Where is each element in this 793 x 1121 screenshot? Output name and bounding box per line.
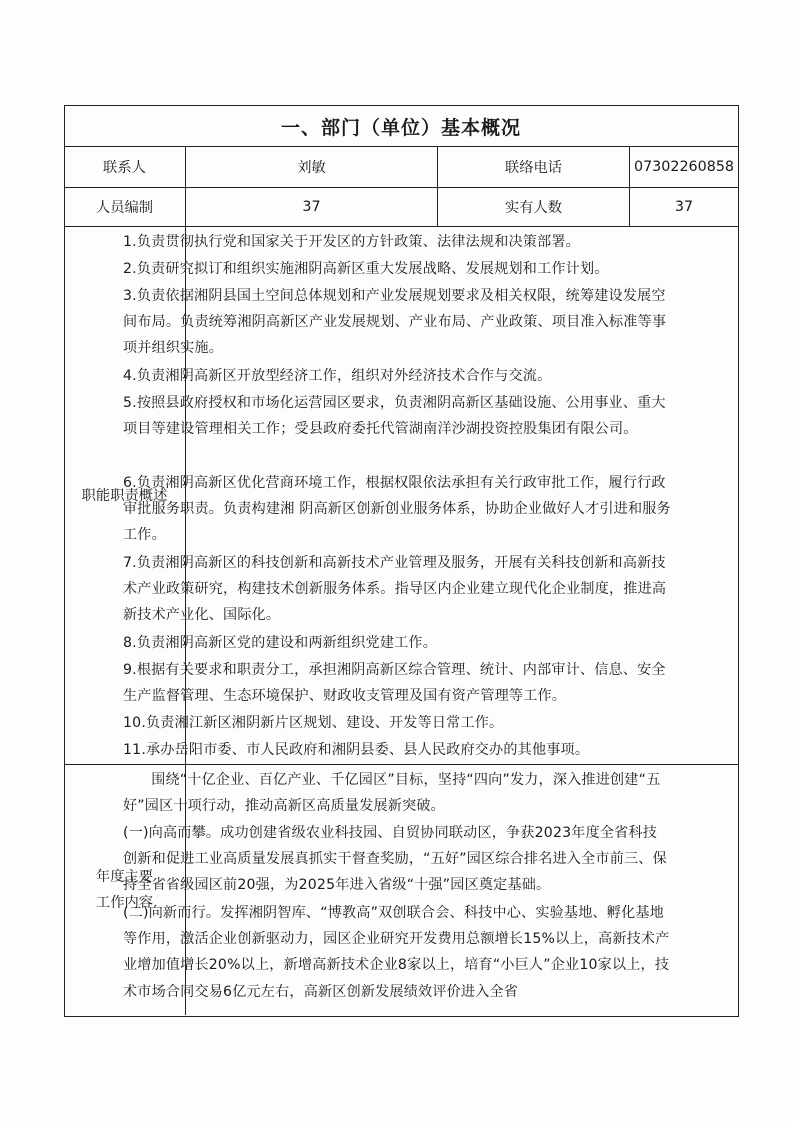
phone-value: 07302260858 <box>633 159 735 175</box>
annual-work-label-line1: 年度主要 <box>95 869 154 885</box>
duties-item: 7.负责湘阴高新区的科技创新和高新技术产业管理及服务，开展有关科技创新和高新技术产业政策研究，构建技术创新服务体系。指导区内企业建立现代化企业制度，推进高新技术产业化、国际化。 <box>123 555 667 624</box>
annual-work-item: (一)向高而攀。成功创建省级农业科技园、自贸协同联动区，争获2023年度全省科技创新和促进工业高质量发展真抓实干督查奖励，“五好”园区综合排名进入全市前三、保持全省省级园区前20强，为2025年进入省级“十强”园区奠定基础。 <box>123 825 667 894</box>
duties-item: 9.根据有关要求和职责分工，承担湘阴高新区综合管理、统计、内部审计、信息、安全生产监督管理、生态环境保护、财政收支管理及国有资产管理等工作。 <box>123 662 666 705</box>
duties-label: 职能职责概述 <box>81 487 168 504</box>
contact-label: 联系人 <box>103 160 146 176</box>
duties-item: 2.负责研究拟订和组织实施湘阴高新区重大发展战略、发展规划和工作计划。 <box>123 261 609 277</box>
actual-label: 实有人数 <box>504 200 563 216</box>
duties-item: 5.按照县政府授权和市场化运营园区要求，负责湘阴高新区基础设施、公用事业、重大项目等建设管理相关工作；受县政府委托代管湖南洋沙湖投资控股集团有限公司。 <box>123 395 666 438</box>
duties-item: 3.负责依据湘阴县国土空间总体规划和产业发展规划要求及相关权限，统筹建设发展空间布局。负责统筹湘阴高新区产业发展规划、产业布局、产业政策、项目准入标准等事项并组织实施。 <box>123 288 667 357</box>
duties-item: 8.负责湘阴高新区党的建设和两新组织党建工作。 <box>123 635 438 651</box>
duties-item: 4.负责湘阴高新区开放型经济工作，组织对外经济技术合作与交流。 <box>123 368 552 384</box>
actual-value: 37 <box>674 199 694 215</box>
duties-item: 6.负责湘阴高新区优化营商环境工作，根据权限依法承担有关行政审批工作，履行行政审批服务职责。负责构建湘 阴高新区创新创业服务体系，协助企业做好人才引进和服务工作。 <box>123 475 671 544</box>
annual-work-label-line2: 工作内容 <box>95 895 154 911</box>
annual-work-item: (二)向新而行。发挥湘阴智库、“博教高”双创联合会、科技中心、实验基地、孵化基地等作用，激活企业创新驱动力，园区企业研究开发费用总额增长15%以上，高新技术产业增加值增长20%以上，新增高新技术企业8家以上，培育“小巨人”企业10家以上，技术市场合同交易6亿元左右，高新区创新发展绩效评价进入全省 <box>123 905 670 1000</box>
duties-item: 11.承办岳阳市委、市人民政府和湘阴县委、县人民政府交办的其他事项。 <box>123 742 590 758</box>
phone-label: 联络电话 <box>504 160 563 176</box>
quota-value: 37 <box>302 199 321 215</box>
contact-value: 刘敏 <box>297 160 326 176</box>
annual-work-item: 围绕“十亿企业、百亿产业、千亿园区”目标，坚持“四向”发力，深入推进创建“五好”园区十项行动，推动高新区高质量发展新突破。 <box>123 772 661 815</box>
section-heading: 一、部门（单位）基本概况 <box>280 116 521 139</box>
quota-label: 人员编制 <box>95 200 154 216</box>
duties-item: 1.负责贯彻执行党和国家关于开发区的方针政策、法律法规和决策部署。 <box>123 234 580 250</box>
duties-item: 10.负责湘江新区湘阴新片区规划、建设、开发等日常工作。 <box>123 715 504 731</box>
